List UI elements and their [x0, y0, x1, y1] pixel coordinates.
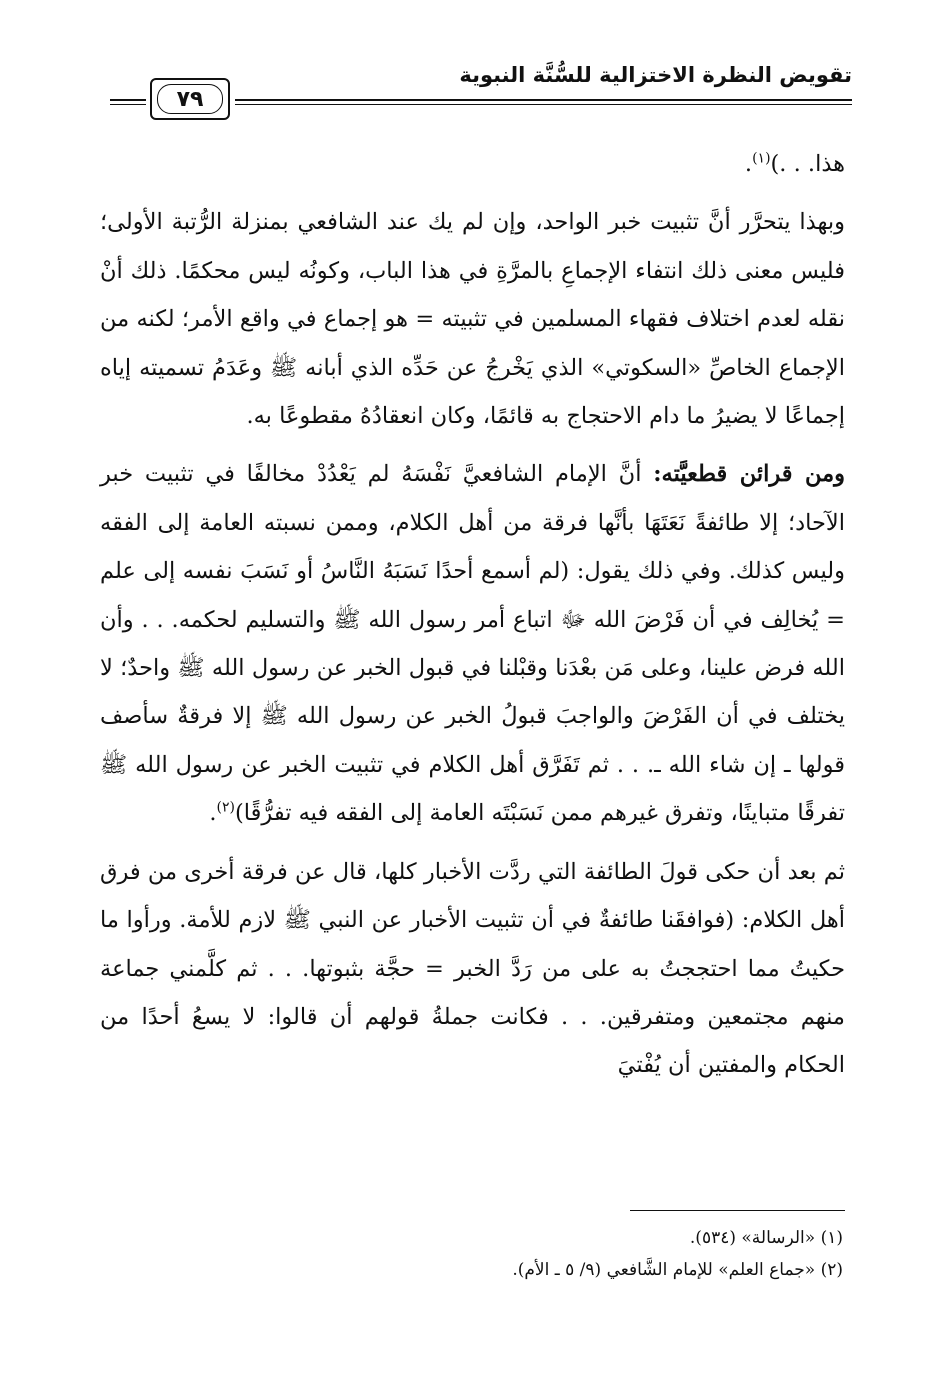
- footnotes: [103, 1222, 843, 1286]
- footnote-separator: [630, 1210, 845, 1211]
- footnote-ref-1[interactable]: (١): [752, 150, 771, 167]
- running-header: [110, 58, 852, 128]
- paragraph-2: [100, 450, 845, 837]
- paragraph-3: ثم بعد أن حكى قولَ الطائفة التي ردَّت الأخبار كلها، قال عن فرقة أخرى من فرق أهل الكلام: (فوافقَنا طائفةٌ في أن تثبيت الأخبار عن النبي ﷺ لازم للأمة. ورأوا ما حكيتُ مما احتججتُ به على من رَدَّ الخبر = حجَّة بثبوتها. . . ثم كلَّمني جماعة منهم مجتمعين ومتفرقين. . . فكانت جملةُ قولهم أن قالوا: لا يسعُ أحدًا من الحكام والمفتين أن يُفْتيَ: [100, 858, 846, 1079]
- paragraph-1: وبهذا يتحرَّر أنَّ تثبيت خبر الواحد، وإن لم يك عند الشافعي بمنزلة الرُّتبة الأولى؛ فليس معنى ذلك انتفاء الإجماعِ بالمرَّةِ في هذا الباب، وكونُه ليس محكمًا. ذلك أنْ نقله لعدم اختلاف فقهاء المسلمين في تثبيته = هو إجماع في واقع الأمر؛ لكنه من الإجماع الخاصِّ «السكوتي» الذي يَخْرجُ عن حَدِّه الذي أبانه ﷺ وعَدَمُ تسميته إياه إجماعًا لا يضيرُ ما دام الاحتجاج به قائمًا، وكان انعقادُهُ مقطوعًا به.: [100, 209, 845, 430]
- running-title: تقويض النظرة الاختزالية للسُّنَّة النبوية: [459, 63, 852, 87]
- header-rule: [235, 99, 852, 101]
- footnote-2: (٢) «جماع العلم» للإمام الشَّافعي (٩/ ٥ ـ الأم).: [512, 1260, 843, 1280]
- page-number: ٧٩: [157, 84, 223, 114]
- opening-line: [100, 140, 845, 188]
- paragraph-2-end: .: [209, 800, 217, 827]
- page-number-frame: [150, 78, 230, 120]
- main-text: [100, 140, 845, 1090]
- paragraph-2-lead: ومن قرائن قطعيَّته:: [653, 461, 846, 488]
- opening-text: هذا. . .): [770, 151, 845, 177]
- paragraph-2-text: أنَّ الإمام الشافعيَّ نَفْسَهُ لم يَعْدُدْ مخالفًا في تثبيت خبر الآحاد؛ إلا طائفةً نَعَتَهَا بأنَّها فرقة من أهل الكلام، وممن نسبته العامة إلى الفقه وليس كذلك. وفي ذلك يقول: (لم أسمع أحدًا نَسَبَهُ النَّاسُ أو نَسَبَ نفسه إلى علم = يُخالِف في أن فَرْضَ الله ﷻ اتباع أمر رسول الله ﷺ والتسليم لحكمه. . . وأن الله فرض علينا، وعلى مَن بعْدَنا وقبْلنا في قبول الخبر عن رسول الله ﷺ واحدٌ؛ لا يختلف في أن الفَرْضَ والواجبَ قبولُ الخبر عن رسول الله ﷺ إلا فرقةٌ سأصف قولها ـ إن شاء الله ـ. . . ثم تَفَرَّق أهل الكلام في تثبيت الخبر عن رسول الله ﷺ تفرقًا متباينًا، وتفرق غيرهم ممن نَسَبْتَه العامة إلى الفقه فيه تفرُّقًا): [100, 461, 845, 827]
- header-rule-thin: [235, 104, 852, 105]
- header-rule-left-thin: [110, 104, 146, 105]
- opening-end: .: [744, 151, 753, 177]
- header-rule-left: [110, 99, 146, 101]
- footnote-ref-2[interactable]: (٢): [216, 799, 236, 816]
- footnote-1: (١) «الرسالة» (٥٣٤).: [689, 1228, 843, 1248]
